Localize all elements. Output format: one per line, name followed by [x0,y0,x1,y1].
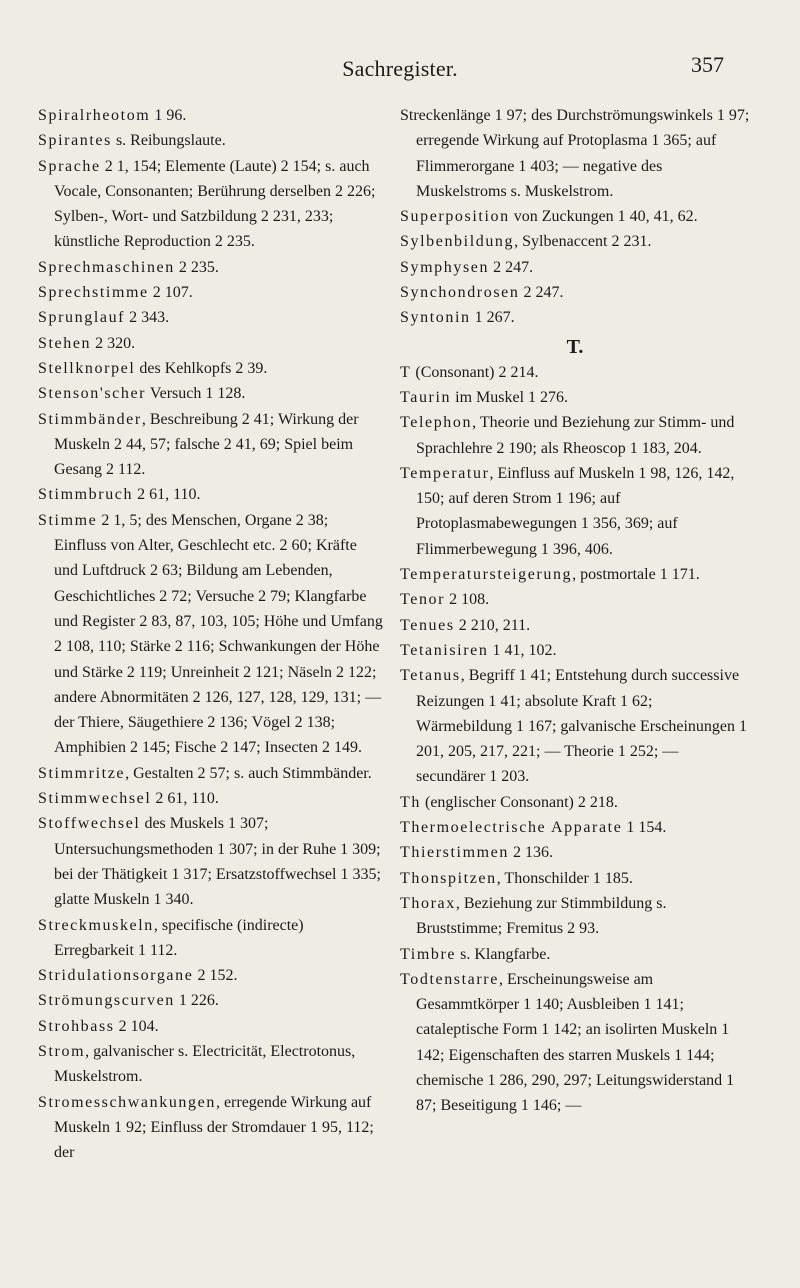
index-entry [400,562,750,587]
index-references: 2 1, 5; des Menschen, Organe 2 38; Einfluss von Alter, Geschlecht etc. 2 60; Kräfte und Luftdruck 2 63; Bildung am Lebenden, Geschichtliches 2 72; Versuche 2 79; Klangfarbe und Register 2 83, 87, 103, 105; Höhe und Umfang 2 108, 110; Stärke 2 116; Schwankungen der Höhe und Stärke 2 119; Unreinheit 2 121; Näseln 2 122; andere Abnormitäten 2 126, 127, 128, 129, 131; — der Thiere, Säugethiere 2 136; Vögel 2 138; Amphibien 2 145; Fische 2 147; Insecten 2 149. [54,511,383,757]
index-entry [38,1039,383,1090]
index-term: Strom [38,1042,86,1060]
index-term: Synchondrosen [400,284,520,302]
index-references: s. Reibungslaute. [111,132,226,150]
index-entry [400,663,750,789]
index-entry [38,1014,383,1039]
index-term: Taurin [400,388,452,406]
index-term: Stenson'scher [38,385,147,403]
index-term: Sprache [38,157,101,175]
index-entry [400,103,750,204]
index-references: , Erscheinungsweise am Gesammtkörper 1 140; Ausbleiben 1 141; cataleptische Form 1 142; an isolirten Muskeln 1 142; Eigenschaften des starren Muskels 1 144; chemische 1 286, 290, 297; Leitungswiderstand 1 87; Beseitigung 1 146; — [416,970,735,1115]
index-term: Todtenstarre [400,970,499,988]
index-references: im Muskel 1 276. [451,388,569,406]
index-term: Spirantes [38,132,112,150]
index-term: Stridulationsorgane [38,967,194,985]
index-term: Stimme [38,511,98,529]
index-term: Timbre [400,945,457,963]
index-term: Tenues [400,616,455,634]
index-term: Temperatursteigerung [400,566,573,584]
index-entry [38,356,383,381]
index-entry [400,815,750,840]
index-term: Strömungscurven [38,992,175,1010]
index-references: 2 108. [445,591,490,609]
page-number: 357 [691,52,724,77]
index-references: , Einfluss auf Muskeln 1 98, 126, 142, 150; auf deren Strom 1 196; auf Protoplasmabewegungen 1 356, 369; auf Flimmerbewegung 1 396, 406. [416,464,735,558]
index-term: Thonspitzen [400,869,497,887]
index-references: 2 247. [519,284,564,302]
index-term: Stellknorpel [38,359,136,377]
right-column [400,103,750,1119]
index-references: , specifische (indirecte) Erregbarkeit 1 112. [54,916,304,959]
index-term: Tetanisiren [400,641,489,659]
index-references: Streckenlänge 1 97; des Durchströmungswinkels 1 97; erregende Wirkung auf Protoplasma 1 365; auf Flimmerorgane 1 403; — negative des Muskelstroms s. Muskelstrom. [400,107,750,200]
index-entry [38,280,383,305]
index-references: von Zuckungen 1 40, 41, 62. [509,208,698,226]
left-column [38,103,383,1165]
index-term: T [400,363,412,381]
right-column-s-entries [400,103,750,331]
index-entry [38,761,383,786]
index-term: Sylbenbildung [400,233,515,251]
section-letter-t: T. [566,335,584,358]
index-entry [400,305,750,330]
index-term: Stimmwechsel [38,790,152,808]
index-references: 2 1, 154; Elemente (Laute) 2 154; s. auch Vocale, Consonanten; Berührung derselben 2 226; Sylben-, Wort- und Satzbildung 2 231, 233; künstliche Reproduction 2 235. [54,157,376,251]
index-references: 2 61, 110. [133,486,201,504]
index-entry [400,360,750,385]
index-term: Sprunglauf [38,309,126,327]
index-entry [38,331,383,356]
index-entry [38,381,383,406]
index-term: Stromesschwankungen [38,1093,216,1111]
index-entry [400,613,750,638]
index-references: , Beschreibung 2 41; Wirkung der Muskeln 2 44, 57; falsche 2 41, 69; Spiel beim Gesang 2 112. [54,410,359,479]
index-references: 2 136. [508,844,553,862]
index-entry [400,255,750,280]
index-term: Sprechmaschinen [38,258,175,276]
index-entry [38,786,383,811]
index-references: , Begriff 1 41; Entstehung durch successive Reizungen 1 41; absolute Kraft 1 62; Wärmebildung 1 167; galvanische Erscheinungen 1 201, 205, 217, 221; — Theorie 1 252; — secundärer 1 203. [416,667,748,786]
index-term: Thorax [400,894,456,912]
index-entry [38,482,383,507]
index-term: Thermoelectrische Apparate [400,819,623,837]
index-term: Superposition [400,208,510,226]
index-term: Temperatur [400,464,490,482]
index-references: 2 61, 110. [151,790,219,808]
index-entry [38,913,383,964]
index-term: Stimmbänder [38,410,142,428]
index-references: , Theorie und Beziehung zur Stimm- und Sprachlehre 2 190; als Rheoscop 1 183, 204. [416,414,735,457]
index-references: , Sylbenaccent 2 231. [514,233,652,251]
index-references: des Kehlkopfs 2 39. [135,359,268,377]
index-entry [400,942,750,967]
index-term: Tenor [400,591,446,609]
index-entry [38,963,383,988]
index-term: Telephon [400,414,473,432]
index-entry [38,154,383,255]
index-references: 1 96. [150,107,187,124]
index-term: Thierstimmen [400,844,509,862]
index-entry [400,461,750,562]
index-references: 2 104. [114,1017,159,1035]
index-references: Versuch 1 128. [146,385,246,403]
index-references: 2 343. [125,309,170,327]
index-references: , postmortale 1 171. [572,566,700,584]
index-term: Syntonin [400,309,471,327]
index-entry [38,811,383,912]
right-column-t-entries [400,360,750,1119]
index-entry [38,255,383,280]
index-entry [400,866,750,891]
index-references: 2 107. [148,284,193,302]
index-entry [400,204,750,229]
index-references: , erregende Wirkung auf Muskeln 1 92; Einfluss der Stromdauer 1 95, 112; der [54,1093,374,1162]
index-term: Stimmbruch [38,486,134,504]
index-references: , galvanischer s. Electricität, Electrotonus, Muskelstrom. [54,1042,356,1086]
index-references: des Muskels 1 307; Untersuchungsmethoden 1 307; in der Ruhe 1 309; bei der Thätigkeit 1 317; Ersatzstoffwechsel 1 335; glatte Muskeln 1 340. [54,815,381,909]
index-references: s. Klangfarbe. [456,945,551,963]
index-entry [400,891,750,942]
index-entry [400,280,750,305]
index-term: Sprechstimme [38,284,149,302]
index-entry [400,790,750,815]
index-references: 2 247. [489,258,534,276]
index-term: Stehen [38,334,92,352]
index-entry [400,410,750,461]
index-term: Stimmritze [38,764,126,782]
index-term: Streckmuskeln [38,916,154,934]
index-entry [38,305,383,330]
index-entry [38,988,383,1013]
index-entry [38,103,383,128]
index-entry [38,407,383,483]
index-entry [400,385,750,410]
index-entry [400,967,750,1119]
index-references: 1 154. [622,819,667,837]
index-references: 2 210, 211. [454,616,531,634]
index-term: Th [400,793,421,811]
index-references: 2 320. [91,334,136,352]
index-entry [400,229,750,254]
index-entry [400,840,750,865]
index-entry [38,508,383,761]
index-term: Spiralrheotom [38,107,151,124]
index-references: 1 267. [470,309,515,327]
index-references: , Beziehung zur Stimmbildung s. Bruststimme; Fremitus 2 93. [416,894,667,938]
index-references: , Thonschilder 1 185. [496,869,633,887]
index-references: 2 235. [174,258,219,276]
index-entry [38,1090,383,1166]
index-references: 1 226. [174,992,219,1010]
index-term: Tetanus [400,667,461,685]
index-entry [400,638,750,663]
index-entry [38,128,383,153]
index-term: Stoffwechsel [38,815,141,833]
index-entry [400,587,750,612]
index-term: Strohbass [38,1017,115,1035]
index-references: 1 41, 102. [488,641,557,659]
index-references: (englischer Consonant) 2 218. [420,793,618,811]
page-header-title: Sachregister. [342,56,458,81]
index-references: (Consonant) 2 214. [411,363,539,381]
index-term: Symphysen [400,258,490,276]
index-references: 2 152. [193,967,238,985]
index-references: , Gestalten 2 57; s. auch Stimmbänder. [125,764,372,782]
